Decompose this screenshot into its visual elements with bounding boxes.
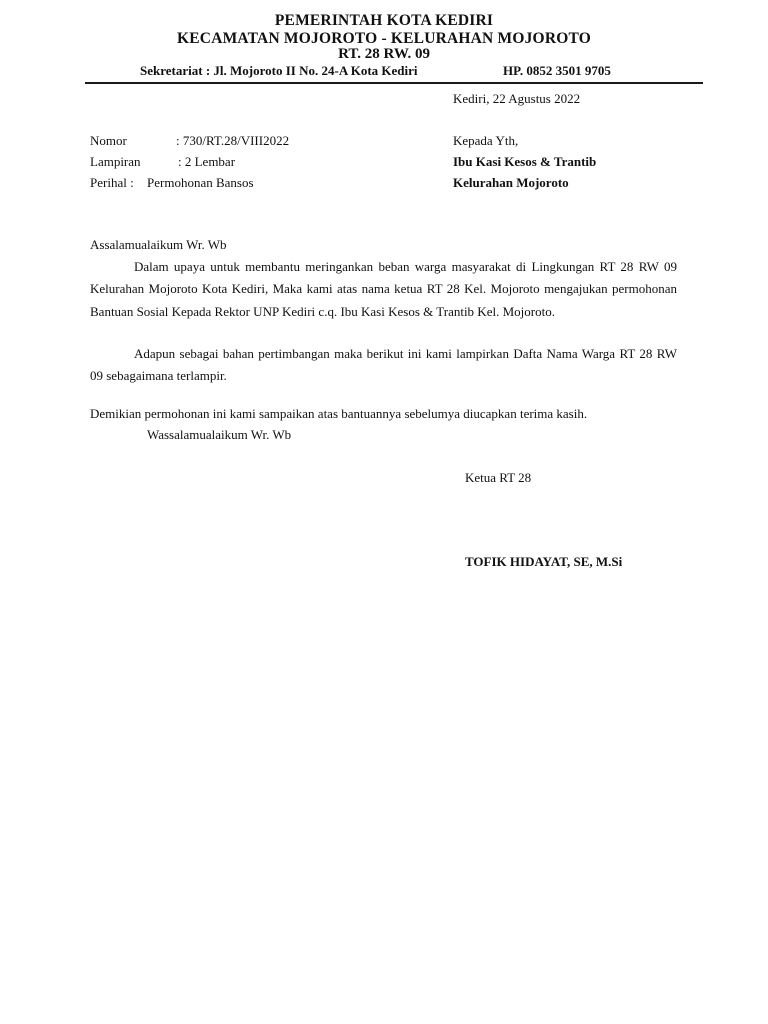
letterhead-district: KECAMATAN MOJOROTO - KELURAHAN MOJOROTO: [177, 30, 591, 47]
closing-statement: Demikian permohonan ini kami sampaikan atas bantuannya sebelumya diucapkan terima kasih.: [90, 406, 588, 421]
letterhead-divider: [85, 82, 703, 84]
recipient-name: Ibu Kasi Kesos & Trantib: [453, 154, 597, 169]
body-paragraph-2: Adapun sebagai bahan pertimbangan maka berikut ini kami lampirkan Dafta Nama Warga RT 28 RW 09 sebagaimana terlampir.: [90, 346, 677, 384]
lampiran-value: : 2 Lembar: [178, 154, 236, 169]
signature-name: TOFIK HIDAYAT, SE, M.Si: [465, 554, 623, 569]
letterhead-government: PEMERINTAH KOTA KEDIRI: [274, 12, 494, 29]
letterhead-address: Sekretariat : Jl. Mojoroto II No. 24-A Kota Kediri: [140, 63, 418, 78]
recipient-office: Kelurahan Mojoroto: [453, 175, 569, 190]
signature-position: Ketua RT 28: [465, 470, 532, 485]
letterhead-phone: HP. 0852 3501 9705: [503, 63, 611, 78]
body-paragraph-1: Dalam upaya untuk membantu meringankan beban warga masyarakat di Lingkungan RT 28 RW 09 Kelurahan Mojoroto Kota Kediri, Maka kami atas nama ketua RT 28 Kel. Mojoroto mengajukan permohonan Bantuan Sosial Kepada Rektor UNP Kediri c.q. Ibu Kasi Kesos & Trantib Kel. Mojoroto.: [90, 259, 677, 319]
letterhead-rt-rw: RT. 28 RW. 09: [338, 46, 430, 62]
farewell: Wassalamualaikum Wr. Wb: [147, 427, 292, 442]
perihal-value: Permohonan Bansos: [147, 175, 254, 190]
nomor-value: : 730/RT.28/VIII2022: [176, 133, 290, 148]
recipient-greeting: Kepada Yth,: [453, 133, 519, 148]
salutation: Assalamualaikum Wr. Wb: [90, 237, 227, 252]
nomor-label: Nomor: [90, 133, 127, 148]
letter-date: Kediri, 22 Agustus 2022: [453, 91, 581, 106]
lampiran-label: Lampiran: [90, 154, 141, 169]
perihal-label: Perihal :: [90, 175, 134, 190]
